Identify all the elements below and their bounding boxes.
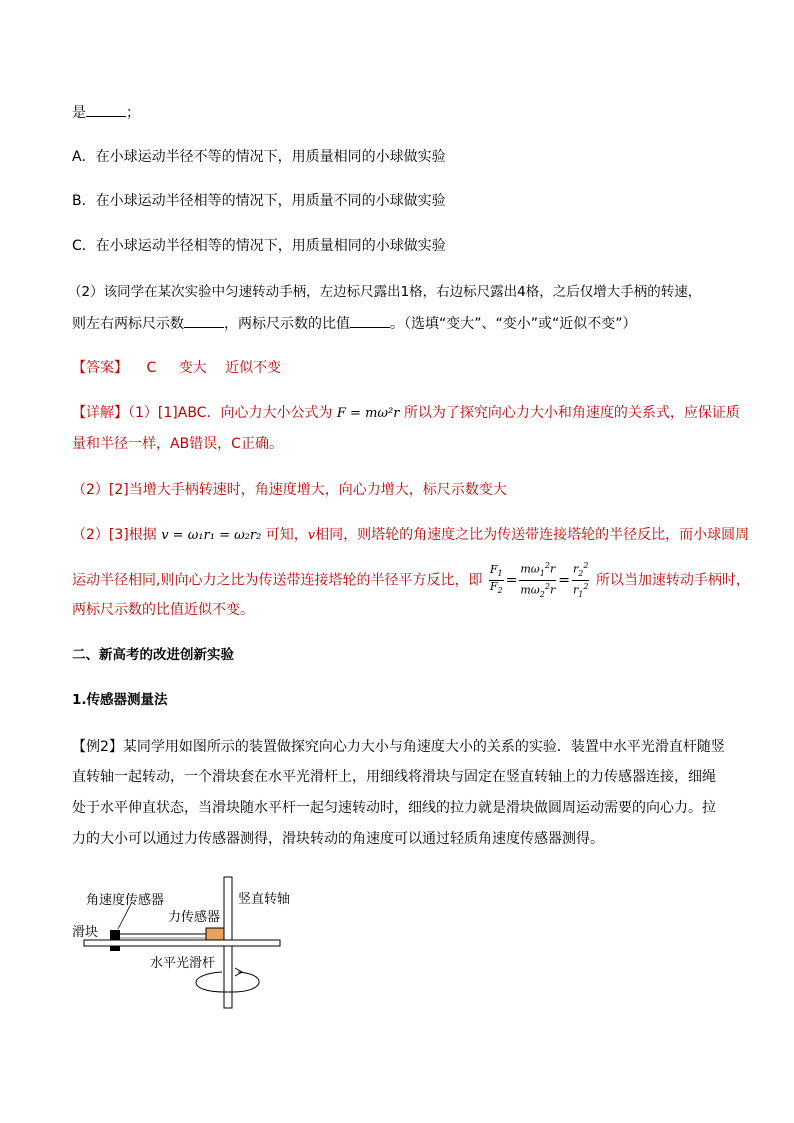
label-angular-sensor: 角速度传感器 — [86, 893, 165, 908]
section-subheading: 1.传感器测量法 — [72, 692, 168, 708]
detail-line-3: （2）[2]当增大手柄转速时，角速度增大，向心力增大，标尺示数变大 — [72, 482, 507, 498]
detail-line-4 — [72, 525, 749, 546]
angular-sensor-block — [110, 946, 120, 951]
formula-force: F = mω²r — [336, 406, 400, 421]
answer-blank — [86, 102, 126, 117]
section-heading: 二、新高考的改进创新实验 — [72, 647, 234, 663]
label-vertical-axis: 竖直转轴 — [238, 892, 291, 907]
detail-text: 所以为了探究向心力大小和角速度的关系式，应保证质 — [403, 405, 740, 421]
detail-line-5 — [72, 560, 750, 601]
answer-line — [72, 358, 281, 378]
option-c — [72, 236, 446, 256]
detail-line-2: 量和半径一样，AB错误，C正确。 — [72, 436, 283, 452]
example-line-3: 处于水平伸直状态，当滑块随水平杆一起匀速转动时，细线的拉力就是滑块做圆周运动需要的向心力。拉 — [72, 800, 716, 816]
slider-block — [110, 930, 120, 940]
detail-text: 相同，则塔轮的角速度之比为传送带连接塔轮的半径反比，而小球圆周 — [315, 527, 750, 543]
option-text: ．在小球运动半径不等的情况下，用质量相同的小球做实验 — [81, 149, 446, 165]
answer-blank — [350, 313, 390, 328]
label-horizontal-rod: 水平光滑杆 — [150, 956, 216, 971]
answer-value: 变大 — [178, 360, 207, 376]
option-letter: B — [72, 193, 82, 209]
answer-value: 近似不变 — [225, 360, 282, 376]
example-line-1: 【例2】某同学用如图所示的装置做探究向心力大小与角速度大小的关系的实验．装置中水平光滑直杆随竖 — [72, 739, 725, 755]
detail-tag: 【详解】 — [72, 405, 128, 421]
question-2-line-2 — [72, 313, 637, 334]
question-tail-prefix: 是 — [72, 105, 86, 121]
horizontal-rod — [84, 940, 280, 946]
formula-velocity: v = ω₁r₁ = ω₂r₂ — [161, 528, 262, 543]
option-letter: C — [72, 238, 82, 254]
detail-line-1 — [72, 403, 740, 424]
label-slider: 滑块 — [72, 925, 99, 940]
ratio-formula: $\frac{F_1}{F_2}$ = $\frac{m\omega_1^2r}{m\omega_2^2r}$ = $\frac{r_2^2}{r_1^2}$ — [489, 561, 589, 599]
question-tail-suffix: ； — [126, 105, 140, 121]
option-a — [72, 147, 446, 167]
answer-value: C — [146, 360, 157, 376]
example-line-2: 直转轴一起转动，一个滑块套在水平光滑杆上，用细线将滑块与固定在竖直转轴上的力传感器连接，细绳 — [72, 769, 716, 785]
example-line-4: 力的大小可以通过力传感器测得，滑块转动的角速度可以通过轻质角速度传感器测得。 — [72, 831, 604, 847]
label-force-sensor: 力传感器 — [168, 910, 221, 925]
detail-text: 所以当加速转动手柄时， — [595, 572, 750, 589]
option-b — [72, 191, 446, 211]
force-sensor-block — [206, 928, 224, 940]
detail-text: 可知， — [265, 527, 308, 543]
option-text: ．在小球运动半径相等的情况下，用质量不同的小球做实验 — [81, 193, 446, 209]
answer-blank — [184, 313, 224, 328]
apparatus-figure — [72, 870, 312, 1010]
detail-text: （1）[1]ABC．向心力大小公式为 — [128, 405, 333, 421]
question-2-line-1: （2）该同学在某次实验中匀速转动手柄，左边标尺露出1格，右边标尺露出4格，之后仅增大手柄的转速， — [68, 284, 702, 300]
q2-text-a: 则左右两标尺示数 — [72, 316, 184, 332]
detail-text: （2）[3]根据 — [72, 527, 157, 543]
option-text: ．在小球运动半径相等的情况下，用质量相同的小球做实验 — [81, 238, 446, 254]
symbol-v: v — [307, 528, 316, 543]
option-letter: A — [72, 149, 82, 165]
q2-text-c: 。（选填“变大”、“变小”或“近似不变”） — [390, 316, 637, 332]
detail-line-6: 两标尺示数的比值近似不变。 — [72, 602, 254, 618]
q2-text-b: ，两标尺示数的比值 — [224, 316, 350, 332]
detail-text: 运动半径相同,则向心力之比为传送带连接塔轮的半径平方反比，即 — [72, 572, 483, 589]
question-tail — [72, 102, 140, 123]
answer-tag: 【答案】 — [72, 360, 128, 376]
